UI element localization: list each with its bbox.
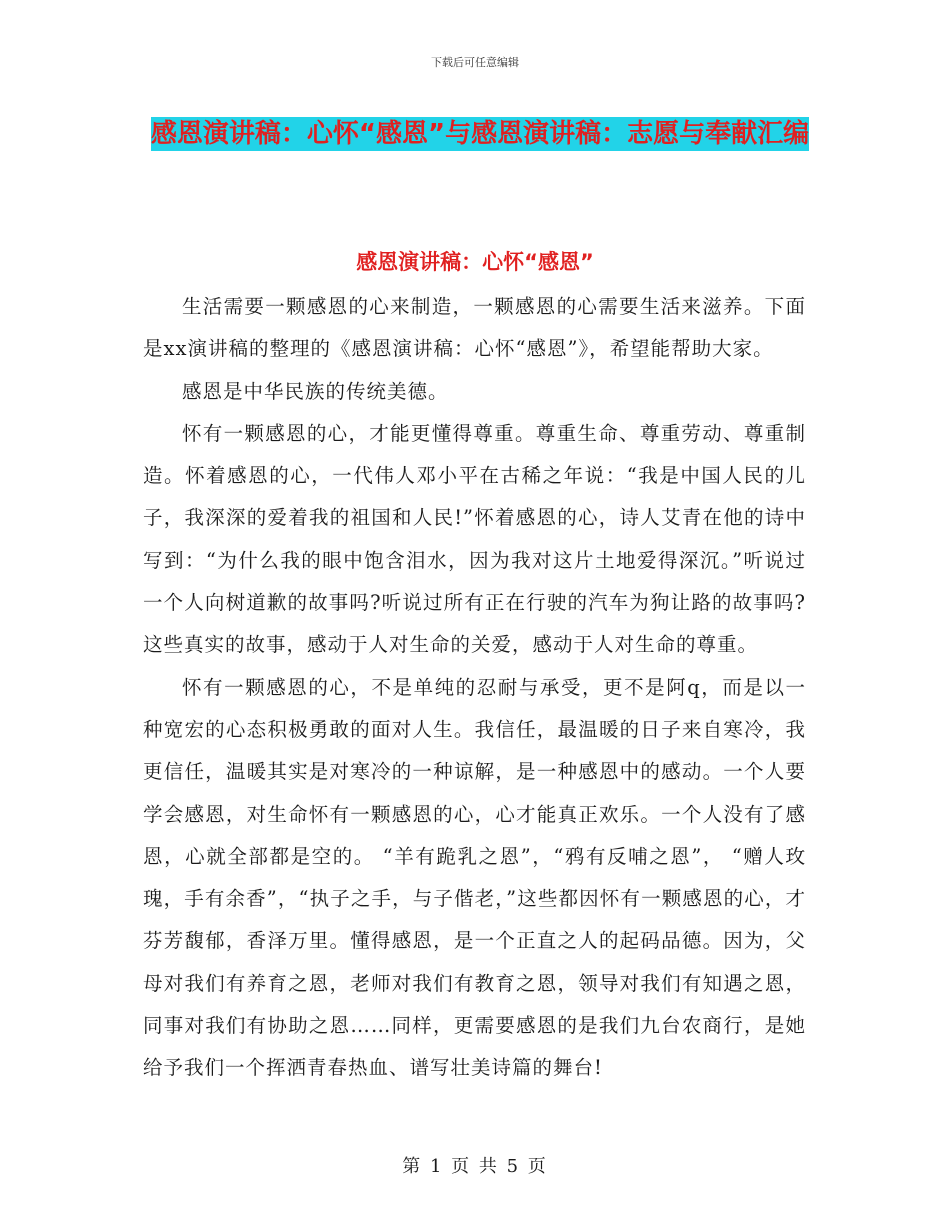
paragraph: 感恩是中华民族的传统美德。 [182, 379, 449, 403]
paragraph: 怀有一颗感恩的心，不是单纯的忍耐与承受，更不是阿q，而是以一种宽宏的心态积极勇敢的面对人生。我信任，最温暖的日子来自寒冷，我更信任，温暖其实是对寒冷的一种谅解，是一种感恩中的感动。一个人要学会感恩，对生命怀有一颗感恩的心，心才能真正欢乐。一个人没有了感恩，心就全部都是空的。 “羊有跪乳之恩”，“鸦有反哺之恩”， “赠人玫瑰，手有余香”，“执子之手，与子偕老，”这些都因怀有一颗感恩的心，才芬芳馥郁，香泽万里。懂得感恩，是一个正直之人的起码品德。因为，父母对我们有养育之恩，老师对我们有教育之恩，领导对我们有知遇之恩，同事对我们有协助之恩……同样，更需要感恩的是我们九台农商行，是她给予我们一个挥洒青春热血、谱写壮美诗篇的舞台! [143, 675, 806, 1080]
header-note: 下载后可任意编辑 [431, 56, 519, 69]
document-title-text: 感恩演讲稿：心怀“感恩”与感恩演讲稿：志愿与奉献汇编 [150, 119, 810, 149]
section-title: 感恩演讲稿：心怀“感恩” [356, 250, 594, 274]
paragraph: 怀有一颗感恩的心，才能更懂得尊重。尊重生命、尊重劳动、尊重制造。怀着感恩的心，一代伟人邓小平在古稀之年说：“我是中国人民的儿子，我深深的爱着我的祖国和人民!”怀着感恩的心，诗人艾青在他的诗中写到：“为什么我的眼中饱含泪水，因为我对这片土地爱得深沉。”听说过一个人向树道歉的故事吗?听说过所有正在行驶的汽车为狗让路的故事吗?这些真实的故事，感动于人对生命的关爱，感动于人对生命的尊重。 [143, 421, 806, 657]
page-footer: 第 1 页 共 5 页 [402, 1156, 548, 1177]
body-text [143, 286, 806, 1090]
document-title [140, 108, 820, 160]
paragraph: 生活需要一颗感恩的心来制造，一颗感恩的心需要生活来滋养。下面是xx演讲稿的整理的《感恩演讲稿：心怀“感恩”》，希望能帮助大家。 [143, 295, 806, 361]
